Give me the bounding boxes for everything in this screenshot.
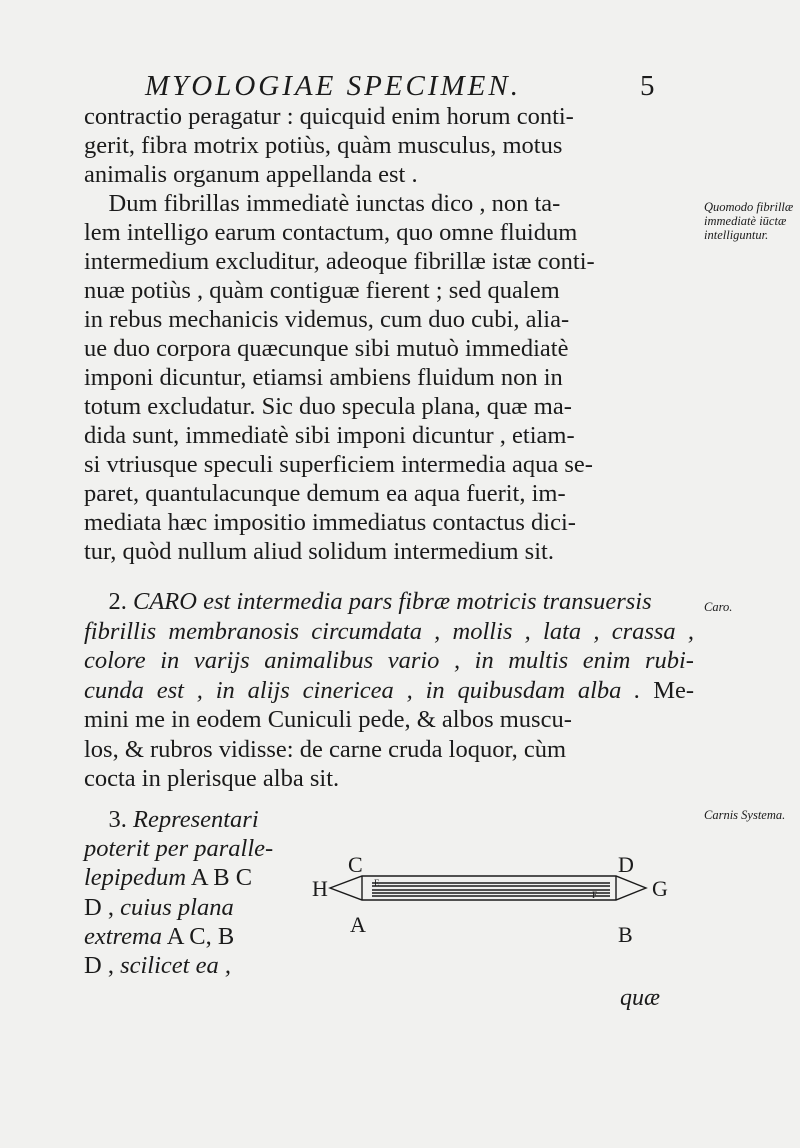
italic-text-segment: cuius plana bbox=[120, 893, 234, 921]
text-line bbox=[84, 509, 576, 537]
label-a: A bbox=[350, 912, 366, 937]
text-line bbox=[84, 248, 595, 276]
italic-text-segment: extrema bbox=[84, 922, 162, 950]
text-segment: animalis organum appellanda est . bbox=[84, 161, 418, 188]
text-segment: ue duo corpora quæcunque sibi mutuò immediatè bbox=[84, 335, 569, 362]
text-line bbox=[84, 894, 234, 922]
text-segment: totum excludatur. Sic duo specula plana, quæ ma- bbox=[84, 393, 572, 420]
text-segment: mini me in eodem Cuniculi pede, & albos muscu- bbox=[84, 706, 572, 733]
text-segment: Me- bbox=[640, 676, 695, 704]
text-line bbox=[84, 393, 572, 421]
text-line bbox=[84, 538, 554, 566]
text-segment: D , bbox=[84, 893, 121, 921]
text-segment: mediata hæc impositio immediatus contactus dici- bbox=[84, 509, 576, 536]
italic-text-segment: fibrillis membranosis circumdata , mollis , lata , crassa , bbox=[84, 617, 695, 645]
text-segment: 2. bbox=[84, 588, 133, 615]
italic-text-segment: colore in varijs animalibus vario , in multis enim rubi- bbox=[84, 647, 694, 674]
text-line bbox=[84, 864, 252, 892]
text-line bbox=[84, 677, 694, 705]
text-line bbox=[84, 806, 259, 834]
italic-text-segment: scilicet ea , bbox=[120, 952, 231, 979]
text-segment: A C, B bbox=[162, 922, 235, 950]
italic-text-segment: cunda est , in alijs cinericea , in quibusdam alba . bbox=[84, 676, 641, 704]
text-line bbox=[84, 364, 563, 392]
text-line bbox=[84, 736, 566, 764]
text-line bbox=[84, 588, 652, 616]
text-segment: 3. bbox=[84, 806, 133, 833]
text-line bbox=[84, 190, 560, 218]
text-segment: si vtriusque speculi superficiem intermedia aqua se- bbox=[84, 451, 593, 478]
italic-text-segment: lepipedum bbox=[84, 864, 187, 892]
text-segment: paret, quantulacunque demum ea aqua fuerit, im- bbox=[84, 480, 566, 507]
page-number: 5 bbox=[640, 70, 655, 102]
italic-text-segment: Representari bbox=[133, 806, 259, 833]
text-line bbox=[84, 132, 562, 160]
text-segment: lem intelligo earum contactum, quo omne fluidum bbox=[84, 219, 578, 246]
margin-note-caro: Caro. bbox=[704, 600, 733, 614]
parallelepiped-figure bbox=[300, 852, 680, 952]
italic-text-segment: CARO est intermedia pars fibræ motricis transuersis bbox=[133, 588, 652, 615]
text-line bbox=[84, 219, 577, 247]
running-head bbox=[145, 70, 665, 103]
label-d: D bbox=[618, 852, 634, 877]
text-line bbox=[84, 335, 568, 363]
text-line bbox=[84, 706, 572, 734]
text-line bbox=[84, 480, 566, 508]
text-segment: nuæ potiùs , quàm contiguæ fierent ; sed qualem bbox=[84, 277, 560, 304]
running-head-title: MYOLOGIAE SPECIMEN. bbox=[145, 70, 521, 102]
text-line bbox=[84, 161, 418, 189]
text-segment: dida sunt, immediatè sibi imponi dicuntur , etiam- bbox=[84, 422, 575, 449]
label-b: B bbox=[618, 922, 633, 947]
text-line bbox=[84, 835, 273, 863]
text-line bbox=[84, 422, 575, 450]
text-line bbox=[84, 277, 560, 305]
text-line bbox=[84, 306, 569, 334]
text-segment: tur, quòd nullum aliud solidum intermedium sit. bbox=[84, 538, 554, 565]
catchword: quæ bbox=[620, 985, 661, 1011]
text-segment: intermedium excluditur, adeoque fibrillæ istæ conti- bbox=[84, 248, 595, 275]
text-line bbox=[84, 765, 339, 793]
label-e: E bbox=[374, 878, 380, 888]
margin-note-quomodo: Quomodo fibrillæ immediatè iūctæ intelliguntur. bbox=[704, 200, 794, 242]
label-h: H bbox=[312, 876, 328, 901]
text-segment: D , bbox=[84, 952, 121, 979]
text-line bbox=[84, 923, 234, 951]
text-segment: gerit, fibra motrix potiùs, quàm musculus, motus bbox=[84, 132, 563, 159]
text-line bbox=[84, 952, 231, 980]
text-segment: los, & rubros vidisse: de carne cruda loquor, cùm bbox=[84, 735, 567, 763]
margin-note-carnis-systema: Carnis Systema. bbox=[704, 808, 786, 822]
text-segment: cocta in plerisque alba sit. bbox=[84, 765, 340, 792]
text-segment: A B C bbox=[186, 864, 253, 892]
label-g: G bbox=[652, 876, 668, 901]
text-segment: in rebus mechanicis videmus, cum duo cubi, alia- bbox=[84, 306, 570, 333]
text-segment: imponi dicuntur, etiamsi ambiens fluidum non in bbox=[84, 364, 563, 391]
text-segment: contractio peragatur : quicquid enim horum conti- bbox=[84, 103, 574, 130]
label-f: F bbox=[592, 890, 598, 900]
text-line bbox=[84, 103, 574, 131]
label-c: C bbox=[348, 852, 363, 877]
text-segment: Dum fibrillas immediatè iunctas dico , non ta- bbox=[84, 190, 561, 217]
text-line bbox=[84, 618, 694, 646]
text-line bbox=[84, 647, 694, 675]
italic-text-segment: poterit per paralle- bbox=[84, 835, 274, 863]
text-line bbox=[84, 451, 593, 479]
